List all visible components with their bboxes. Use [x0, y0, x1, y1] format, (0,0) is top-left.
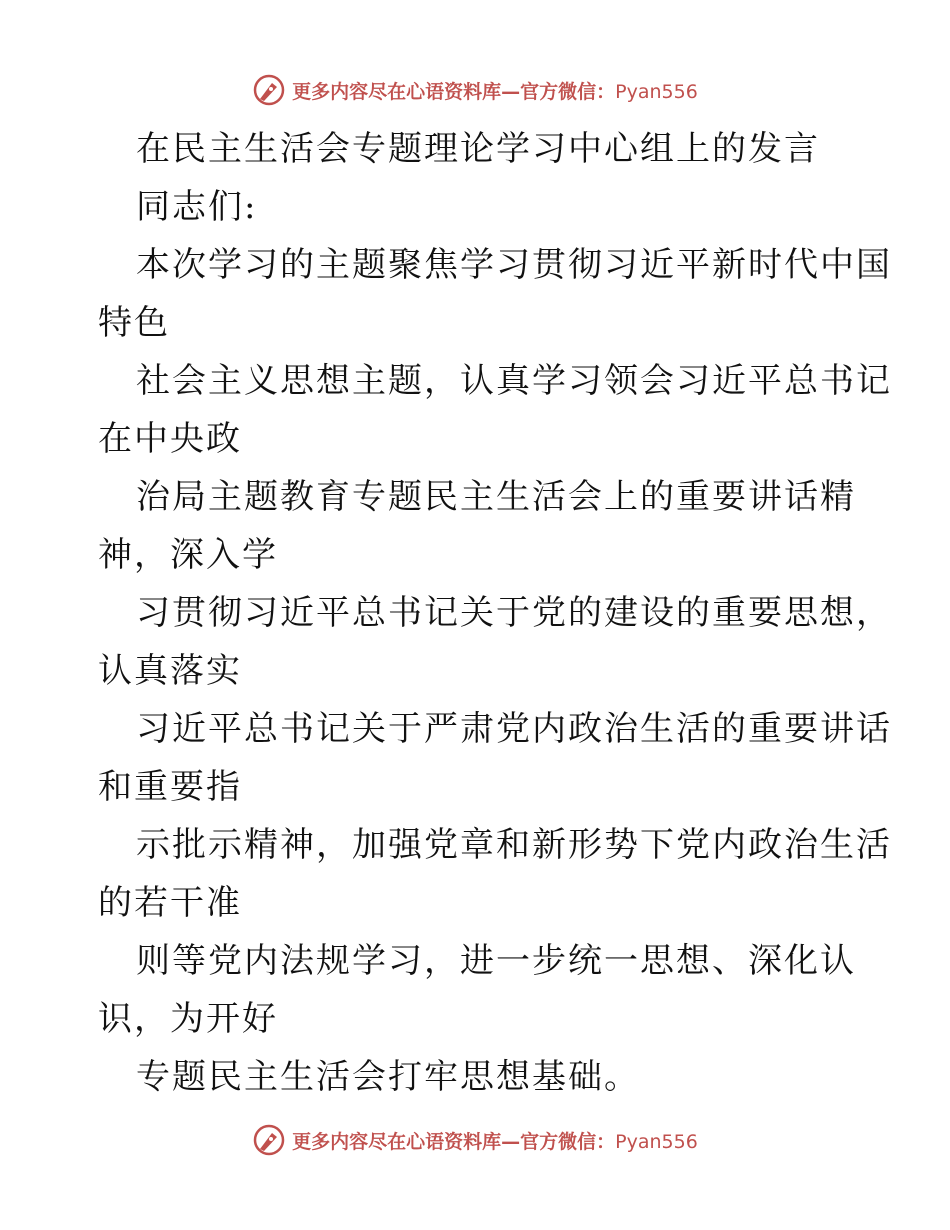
footer-watermark — [0, 1120, 950, 1160]
paragraph-line: 认真落实 — [98, 651, 242, 691]
paragraph-line: 习贯彻习近平总书记关于党的建设的重要思想， — [136, 593, 892, 633]
watermark-text — [292, 77, 698, 104]
document-title: 在民主生活会专题理论学习中心组上的发言 — [136, 129, 820, 169]
paragraph-line: 专题民主生活会打牢思想基础。 — [136, 1057, 640, 1097]
watermark-label: 更多内容尽在心语资料库—官方微信： — [292, 1130, 616, 1153]
paragraph-line: 本次学习的主题聚焦学习贯彻习近平新时代中国 — [136, 245, 892, 285]
watermark-row — [252, 73, 698, 107]
watermark-account: Pyan556 — [615, 1130, 698, 1153]
paragraph-line: 习近平总书记关于严肃党内政治生活的重要讲话 — [136, 709, 892, 749]
watermark-row — [252, 1123, 698, 1157]
paragraph-line: 和重要指 — [98, 767, 242, 807]
document-body — [98, 120, 892, 1106]
paragraph-line: 在中央政 — [98, 419, 242, 459]
paragraph-line: 示批示精神，加强党章和新形势下党内政治生活 — [136, 825, 892, 865]
header-watermark — [0, 70, 950, 110]
paragraph-line: 的若干准 — [98, 883, 242, 923]
paragraph-line: 治局主题教育专题民主生活会上的重要讲话精 — [136, 477, 856, 517]
watermark-label: 更多内容尽在心语资料库—官方微信： — [292, 80, 616, 103]
pen-nib-logo-icon — [252, 73, 286, 107]
pen-nib-logo-icon — [252, 1123, 286, 1157]
paragraph-line: 识，为开好 — [98, 999, 278, 1039]
paragraph-line: 社会主义思想主题，认真学习领会习近平总书记 — [136, 361, 892, 401]
watermark-account: Pyan556 — [615, 80, 698, 103]
paragraph-line: 特色 — [98, 303, 170, 343]
watermark-text — [292, 1127, 698, 1154]
paragraph-line: 神，深入学 — [98, 535, 278, 575]
paragraph-line: 则等党内法规学习，进一步统一思想、深化认 — [136, 941, 856, 981]
salutation: 同志们: — [136, 187, 258, 227]
